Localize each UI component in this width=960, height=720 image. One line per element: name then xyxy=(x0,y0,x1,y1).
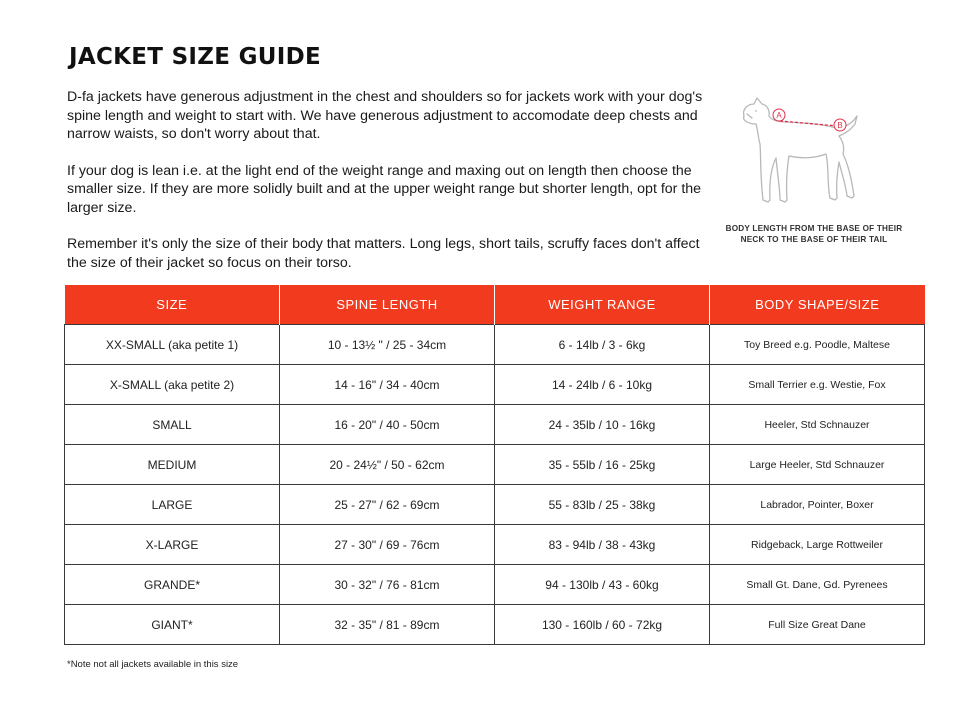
spine-cell: 16 - 20" / 40 - 50cm xyxy=(280,405,495,445)
page-title: JACKET SIZE GUIDE xyxy=(69,44,322,70)
weight-cell: 83 - 94lb / 38 - 43kg xyxy=(495,525,710,565)
weight-cell: 24 - 35lb / 10 - 16kg xyxy=(495,405,710,445)
size-cell: GIANT* xyxy=(65,605,280,645)
intro-paragraph-3: Remember it's only the size of their body that matters. Long legs, short tails, scruffy faces don't affect the size of their jacket so focus on their torso. xyxy=(67,236,700,271)
size-cell: GRANDE* xyxy=(65,565,280,605)
size-cell: MEDIUM xyxy=(65,445,280,485)
shape-cell: Full Size Great Dane xyxy=(710,605,925,645)
shape-cell: Ridgeback, Large Rottweiler xyxy=(710,525,925,565)
intro-paragraph-1: D-fa jackets have generous adjustment in the chest and shoulders so for jackets work with your dog's spine length and weight to start with. We have generous adjustment to accomodate deep chests and narrow waists, so don't worry about that. xyxy=(67,89,703,142)
table-row xyxy=(65,485,925,525)
marker-a-label: A xyxy=(776,111,782,120)
table-row xyxy=(65,445,925,485)
table-header-row xyxy=(65,285,925,325)
header-body-shape: BODY SHAPE/SIZE xyxy=(710,285,925,325)
size-cell: LARGE xyxy=(65,485,280,525)
table-row xyxy=(65,365,925,405)
header-weight-range: WEIGHT RANGE xyxy=(495,285,710,325)
shape-cell: Small Terrier e.g. Westie, Fox xyxy=(710,365,925,405)
table-row xyxy=(65,605,925,645)
caption-line-2: NECK TO THE BASE OF THEIR TAIL xyxy=(740,235,888,244)
intro-paragraph-2: If your dog is lean i.e. at the light end of the weight range and maxing out on length then choose the smaller size. If they are more solidly built and at the upper weight range but shorter length, opt for the larger size. xyxy=(67,162,702,216)
footnote: *Note not all jackets available in this size xyxy=(67,659,239,670)
shape-cell: Labrador, Pointer, Boxer xyxy=(710,485,925,525)
shape-cell: Large Heeler, Std Schnauzer xyxy=(710,445,925,485)
marker-b-label: B xyxy=(837,121,843,130)
spine-cell: 14 - 16" / 34 - 40cm xyxy=(280,365,495,405)
weight-cell: 6 - 14lb / 3 - 6kg xyxy=(495,325,710,365)
table-row xyxy=(65,325,925,365)
spine-cell: 30 - 32" / 76 - 81cm xyxy=(280,565,495,605)
size-table xyxy=(64,285,925,645)
weight-cell: 14 - 24lb / 6 - 10kg xyxy=(495,365,710,405)
spine-cell: 20 - 24½" / 50 - 62cm xyxy=(280,445,495,485)
size-cell: X-LARGE xyxy=(65,525,280,565)
header-size: SIZE xyxy=(65,285,280,325)
dog-measurement-figure xyxy=(716,94,912,245)
figure-caption xyxy=(716,223,912,245)
size-cell: SMALL xyxy=(65,405,280,445)
spine-cell: 32 - 35" / 81 - 89cm xyxy=(280,605,495,645)
weight-cell: 130 - 160lb / 60 - 72kg xyxy=(495,605,710,645)
spine-cell: 27 - 30" / 69 - 76cm xyxy=(280,525,495,565)
header-spine-length: SPINE LENGTH xyxy=(280,285,495,325)
table-row xyxy=(65,565,925,605)
size-cell: XX-SMALL (aka petite 1) xyxy=(65,325,280,365)
size-cell: X-SMALL (aka petite 2) xyxy=(65,365,280,405)
intro-text xyxy=(67,88,707,290)
spine-cell: 10 - 13½ " / 25 - 34cm xyxy=(280,325,495,365)
weight-cell: 94 - 130lb / 43 - 60kg xyxy=(495,565,710,605)
shape-cell: Heeler, Std Schnauzer xyxy=(710,405,925,445)
weight-cell: 35 - 55lb / 16 - 25kg xyxy=(495,445,710,485)
caption-line-1: BODY LENGTH FROM THE BASE OF THEIR xyxy=(725,224,903,233)
weight-cell: 55 - 83lb / 25 - 38kg xyxy=(495,485,710,525)
dog-illustration-icon xyxy=(736,94,876,219)
table-row xyxy=(65,405,925,445)
spine-cell: 25 - 27" / 62 - 69cm xyxy=(280,485,495,525)
table-row xyxy=(65,525,925,565)
shape-cell: Toy Breed e.g. Poodle, Maltese xyxy=(710,325,925,365)
shape-cell: Small Gt. Dane, Gd. Pyrenees xyxy=(710,565,925,605)
